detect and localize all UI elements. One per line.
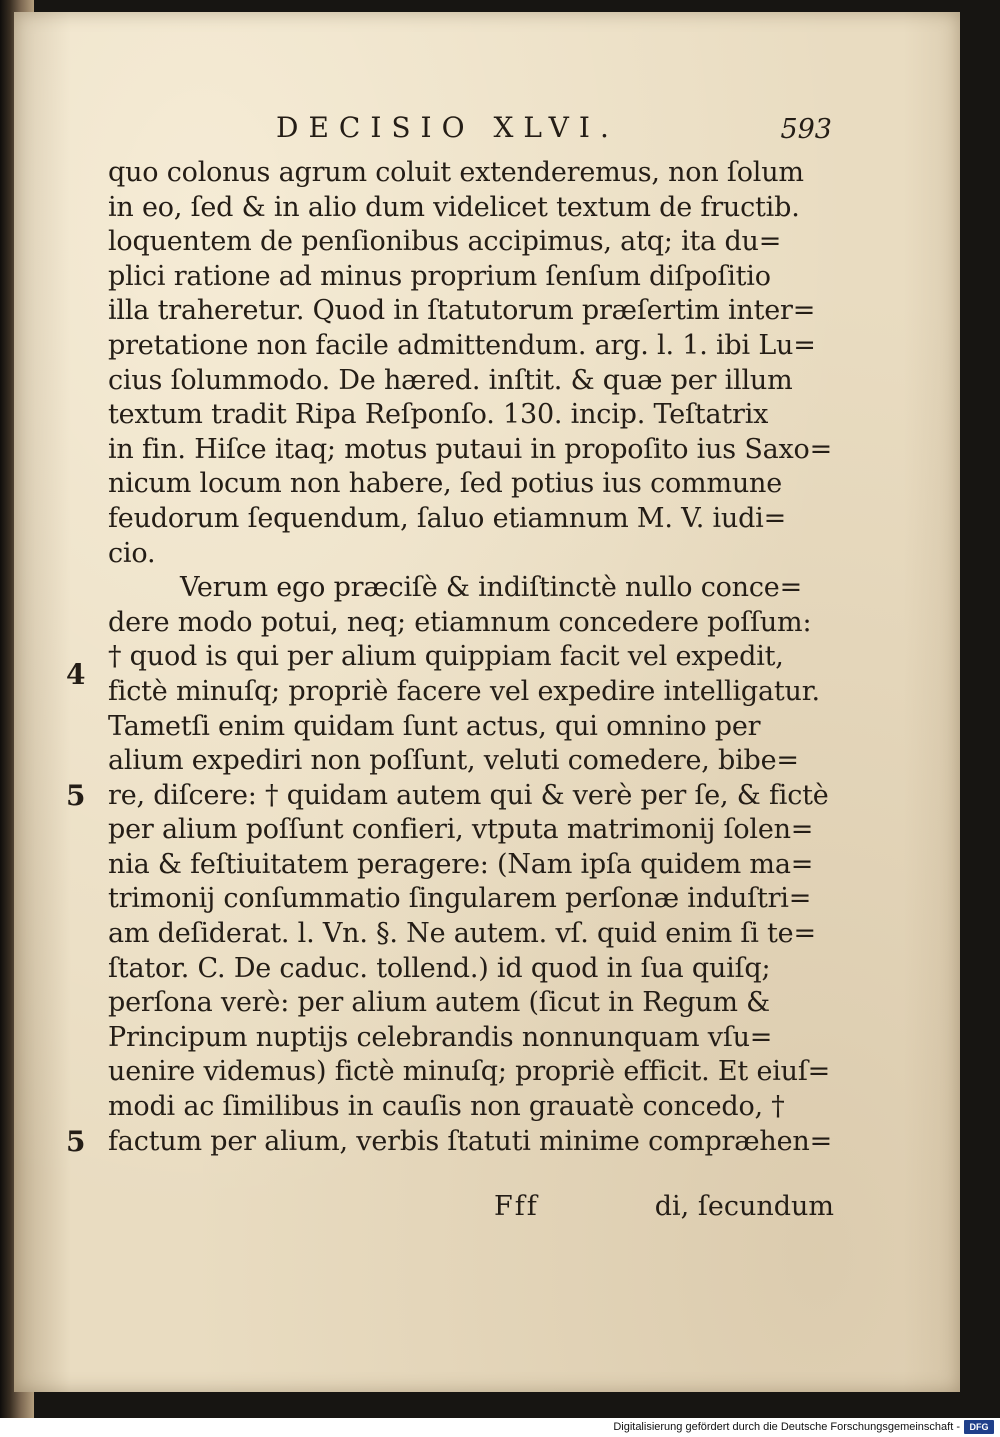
text-line: per alium poſſunt confieri, vtputa matrimonij ſolen= [108, 814, 814, 846]
text-line: re, diſcere: † quidam autem qui & verè per ſe, & fictè [108, 779, 829, 811]
text-line: nicum locum non habere, ſed potius ius commune [108, 468, 783, 500]
text-line: Tametſi enim quidam ſunt actus, qui omnino per [108, 710, 761, 742]
text-line: quo colonus agrum coluit extenderemus, non ſolum [108, 157, 804, 188]
text-line: factum per alium, verbis ſtatuti minime compræhen= [108, 1125, 833, 1157]
text-line: am deſiderat. l. Vn. §. Ne autem. vſ. quid enim ſi te= [108, 918, 816, 950]
text-line: perſona verè: per alium autem (ſicut in Regum & [108, 987, 770, 1019]
text-line: ſtator. C. De caduc. tollend.) id quod in ſua quiſq; [108, 952, 771, 984]
margin-number: 5 [66, 1125, 86, 1158]
text-line: alium expediri non poſſunt, veluti comedere, bibe= [108, 745, 799, 777]
text-line: in eo, ſed & in alio dum videlicet textum de fructib. [108, 191, 800, 223]
text-line: uenire videmus) fictè minuſq; propriè efficit. Et eiuſ= [108, 1056, 831, 1088]
text-line: loquentem de penſionibus accipimus, atq; ita du= [108, 226, 782, 258]
text-line: fictè minuſq; propriè facere vel expedire intelligatur. [108, 675, 820, 707]
funding-credit: Digitalisierung gefördert durch die Deutsche Forschungsgemeinschaft - [613, 1421, 960, 1433]
paragraph-start-line: Verum ego præciſè & indiſtinctè nullo conce= [180, 572, 802, 604]
text-line: cius ſolummodo. De hæred. inſtit. & quæ per illum [108, 364, 793, 396]
running-title: DECISIO XLVI. [276, 111, 619, 144]
text-line: nia & feſtiuitatem peragere: (Nam ipſa quidem ma= [108, 848, 814, 880]
running-head [276, 110, 836, 150]
margin-number: 5 [66, 779, 86, 812]
text-line: feudorum ſequendum, ſaluo etiamnum M. V. iudi= [108, 502, 787, 534]
dfg-logo-icon: DFG [964, 1420, 994, 1434]
text-line: trimonij conſummatio ſingularem perſonæ induſtri= [108, 883, 812, 915]
margin-number: 4 [66, 658, 86, 691]
text-line: pretatione non facile admittendum. arg. l. 1. ibi Lu= [108, 329, 816, 361]
text-line: plici ratione ad minus proprium ſenſum diſpoſitio [108, 260, 771, 292]
text-line: modi ac ſimilibus in cauſis non grauatè concedo, † [108, 1091, 785, 1123]
catchline [494, 1189, 834, 1225]
text-line: Principum nuptijs celebrandis nonnunquam vſu= [108, 1021, 773, 1053]
catchword: di, ſecundum [654, 1191, 834, 1222]
text-line: illa traheretur. Quod in ſtatutorum præſertim inter= [108, 295, 816, 327]
margin-note-column [66, 156, 102, 1256]
body-text [108, 156, 834, 1159]
text-line: textum tradit Ripa Reſponſo. 130. incip. Teſtatrix [108, 399, 769, 431]
text-line: cio. [108, 537, 156, 569]
text-line: dere modo potui, neq; etiamnum concedere poſſum: [108, 606, 812, 638]
page-number: 593 [780, 114, 832, 145]
footer-bar [0, 1418, 1000, 1437]
signature-mark: Fff [494, 1191, 539, 1222]
text-line: in fin. Hiſce itaq; motus putaui in propoſito ius Saxo= [108, 433, 833, 465]
book-page [14, 12, 960, 1392]
text-line: † quod is qui per alium quippiam facit vel expedit, [108, 641, 784, 673]
